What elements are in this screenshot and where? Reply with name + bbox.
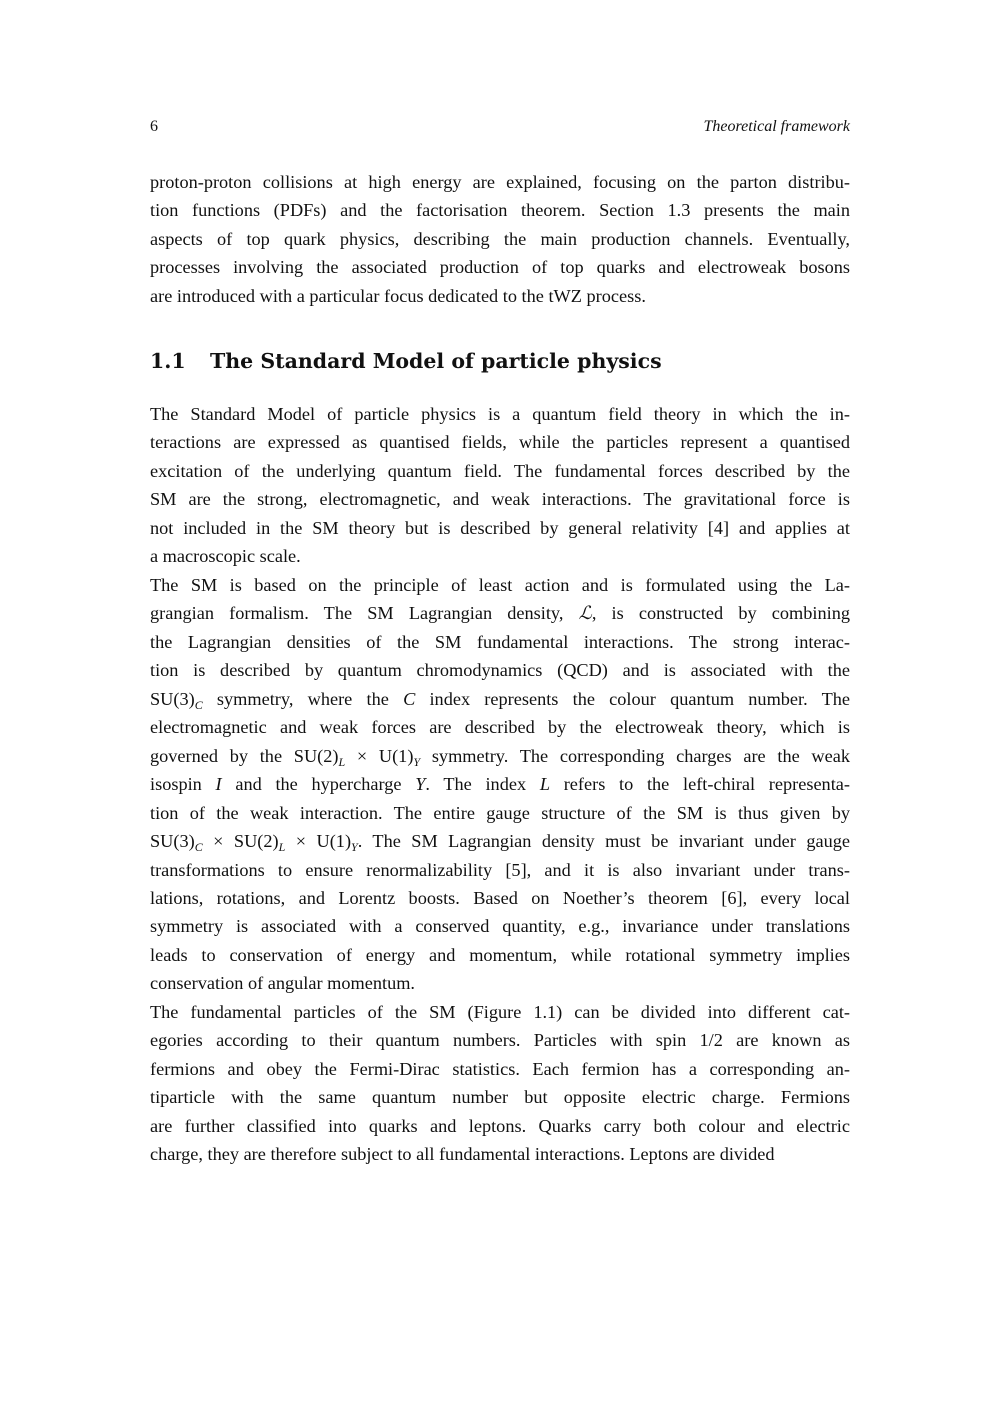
text-line — [150, 1058, 850, 1080]
text-line — [150, 631, 850, 653]
subscript: C — [194, 697, 203, 712]
text-line — [150, 972, 850, 994]
text-line — [150, 944, 850, 966]
text-run: governed by the SU(2) — [150, 745, 339, 766]
text-line — [150, 545, 850, 567]
text-run: lations, rotations, and Lorentz boosts. Based on Noether’s theorem [6], every local — [150, 887, 850, 908]
text-line — [150, 517, 850, 539]
text-run: aspects of top quark physics, describing the main production channels. Eventually, — [150, 228, 850, 249]
text-run: and the hypercharge — [221, 774, 416, 795]
subscript: Y — [413, 754, 421, 769]
text-run: × SU(2) — [202, 831, 279, 852]
text-run: processes involving the associated production of top quarks and electroweak bosons — [150, 257, 850, 278]
text-line — [150, 745, 850, 767]
text-run: are introduced with a particular focus dedicated to the tWZ process. — [150, 285, 646, 306]
text-run: × U(1) — [345, 745, 414, 766]
text-run: refers to the left-chiral representa- — [549, 774, 850, 795]
text-run: fermions and obey the Fermi-Dirac statistics. Each fermion has a corresponding an- — [150, 1058, 850, 1079]
text-line — [150, 199, 850, 221]
text-run: symmetry, where the — [202, 688, 404, 709]
text-run: symmetry. The corresponding charges are the weak — [420, 745, 850, 766]
text-run: The fundamental particles of the SM (Figure 1.1) can be divided into different cat- — [150, 1002, 850, 1022]
text-run: symmetry is associated with a conserved quantity, e.g., invariance under translations — [150, 916, 850, 937]
text-run: proton-proton collisions at high energy are explained, focusing on the parton distribu- — [150, 172, 850, 192]
text-line — [150, 228, 850, 250]
subscript: L — [278, 840, 286, 855]
subscript: L — [338, 754, 346, 769]
text-run: SU(3) — [150, 688, 195, 709]
text-line — [150, 859, 850, 881]
subscript: C — [194, 840, 203, 855]
text-line — [150, 574, 850, 596]
text-run: The Standard Model of particle physics is a quantum field theory in which the in- — [150, 404, 850, 424]
text-run: grangian formalism. The SM Lagrangian density, — [150, 603, 579, 624]
text-line — [150, 1143, 850, 1165]
text-run: tion functions (PDFs) and the factorisation theorem. Section 1.3 presents the main — [150, 200, 850, 221]
text-run: the Lagrangian densities of the SM fundamental interactions. The strong interac- — [150, 631, 850, 652]
text-run: × U(1) — [285, 831, 352, 852]
text-run: conservation of angular momentum. — [150, 973, 416, 994]
text-run: isospin — [150, 774, 216, 795]
text-line — [150, 488, 850, 510]
text-line — [150, 171, 850, 193]
text-line — [150, 773, 850, 795]
text-run: tion is described by quantum chromodynamics (QCD) and is associated with the — [150, 660, 850, 681]
text-run: electromagnetic and weak forces are described by the electroweak theory, which is — [150, 717, 850, 738]
text-run: transformations to ensure renormalizability [5], and it is also invariant under trans- — [150, 859, 850, 880]
text-run: index represents the colour quantum number. The — [415, 688, 850, 709]
text-line — [150, 716, 850, 738]
text-run: SM are the strong, electromagnetic, and weak interactions. The gravitational force is — [150, 489, 850, 510]
text-run: are further classified into quarks and leptons. Quarks carry both colour and electric — [150, 1115, 850, 1136]
math-symbol: Y — [415, 774, 426, 795]
text-run: leads to conservation of energy and momentum, while rotational symmetry implies — [150, 944, 850, 965]
text-run: not included in the SM theory but is described by general relativity [4] and applies at — [150, 517, 850, 538]
math-symbol: I — [215, 774, 222, 795]
text-line — [150, 460, 850, 482]
text-line — [150, 1086, 850, 1108]
text-run: excitation of the underlying quantum field. The fundamental forces described by the — [150, 460, 850, 481]
text-run: tiparticle with the same quantum number but opposite electric charge. Fermions — [150, 1087, 850, 1108]
text-line — [150, 659, 850, 681]
text-line — [150, 830, 850, 855]
text-run: SU(3) — [150, 831, 195, 852]
text-run: egories according to their quantum numbers. Particles with spin 1/2 are known as — [150, 1030, 850, 1051]
text-line — [150, 1001, 850, 1023]
text-run: teractions are expressed as quantised fields, while the particles represent a quantised — [150, 432, 850, 453]
text-run: . The index — [425, 774, 540, 795]
text-line — [150, 1029, 850, 1051]
text-run: , is constructed by combining — [591, 603, 850, 624]
section-title: The Standard Model of particle physics — [210, 349, 662, 373]
running-title: Theoretical framework — [703, 118, 850, 135]
text-line — [150, 602, 850, 624]
text-line — [150, 802, 850, 824]
math-symbol: L — [539, 774, 550, 795]
text-line — [150, 403, 850, 425]
text-run: charge, they are therefore subject to all fundamental interactions. Leptons are divided — [150, 1144, 775, 1165]
section-heading — [150, 349, 662, 373]
text-line — [150, 256, 850, 278]
page-number: 6 — [150, 118, 158, 135]
subscript: Y — [351, 840, 358, 855]
text-line — [150, 431, 850, 453]
text-line — [150, 887, 850, 909]
section-number: 1.1 — [150, 349, 186, 373]
text-line — [150, 1115, 850, 1137]
text-run: a macroscopic scale. — [150, 546, 301, 567]
text-run: The SM is based on the principle of least action and is formulated using the La- — [150, 575, 850, 595]
math-symbol: C — [403, 688, 416, 709]
math-symbol: ℒ — [578, 603, 592, 624]
text-line — [150, 285, 850, 307]
text-run: tion of the weak interaction. The entire gauge structure of the SM is thus given by — [150, 802, 850, 823]
text-line — [150, 688, 850, 710]
text-line — [150, 915, 850, 937]
text-run: . The SM Lagrangian density must be invariant under gauge — [357, 831, 850, 852]
